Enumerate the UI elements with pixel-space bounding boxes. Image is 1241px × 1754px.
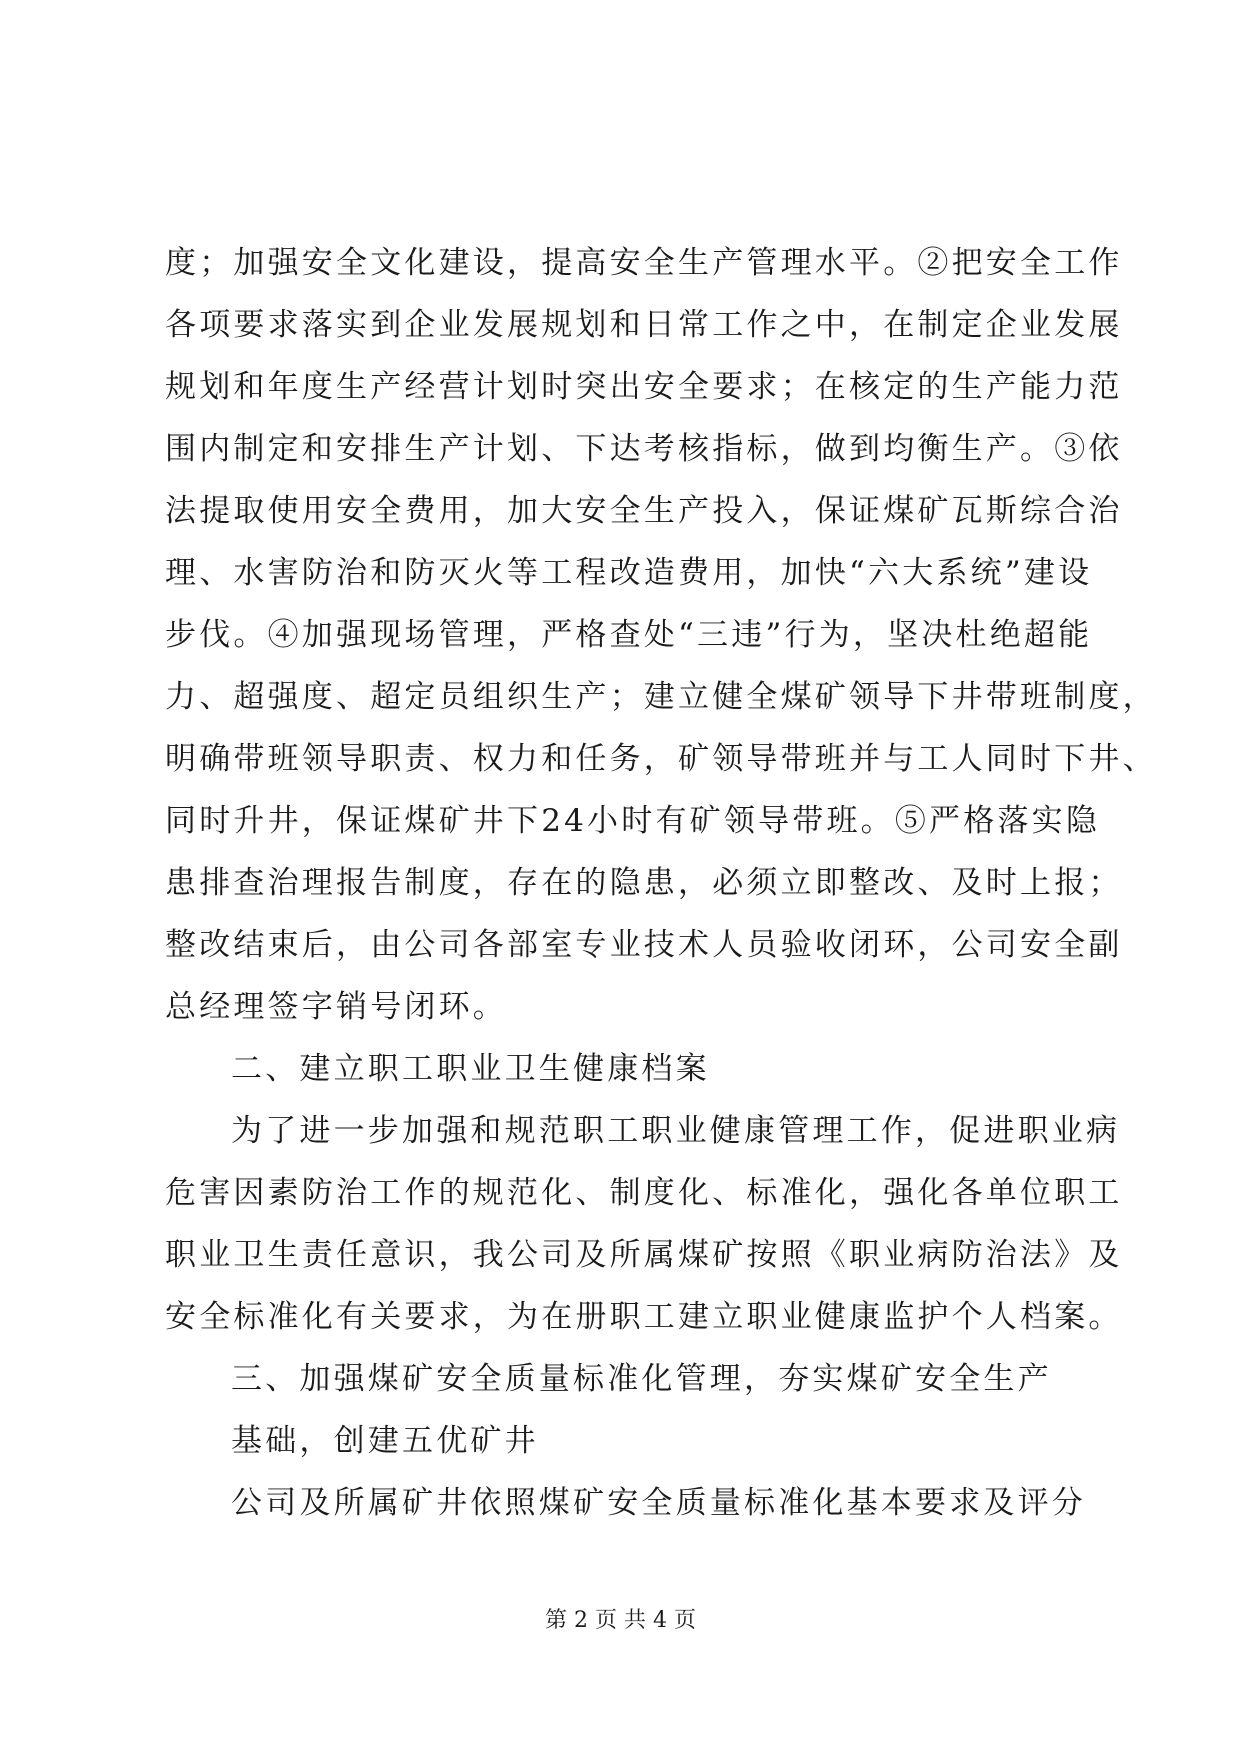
text-line: 患排查治理报告制度，存在的隐患，必须立即整改、及时上报； <box>165 865 1123 901</box>
text-line: 职业卫生责任意识，我公司及所属煤矿按照《职业病防治法》及 <box>165 1237 1123 1273</box>
text-line: 同时升井，保证煤矿井下24小时有矿领导带班。⑤严格落实隐 <box>165 803 1101 839</box>
section-heading-2: 二、建立职工职业卫生健康档案 <box>231 1051 710 1087</box>
text-line: 危害因素防治工作的规范化、制度化、标准化，强化各单位职工 <box>165 1175 1123 1211</box>
paragraph-1 <box>165 232 1157 1038</box>
paragraph-3 <box>165 1472 1085 1534</box>
heading-line: 基础，创建五优矿井 <box>231 1423 539 1459</box>
text-line: 度；加强安全文化建设，提高安全生产管理水平。②把安全工作 <box>165 245 1123 281</box>
text-line: 安全标准化有关要求，为在册职工建立职业健康监护个人档案。 <box>165 1299 1123 1335</box>
page-footer: 第 2 页 共 4 页 <box>545 1608 696 1633</box>
paragraph-2 <box>165 1100 1123 1348</box>
text-line: 整改结束后，由公司各部室专业技术人员验收闭环，公司安全副 <box>165 927 1123 963</box>
text-line: 总经理签字销号闭环。 <box>165 989 507 1025</box>
heading-line: 三、加强煤矿安全质量标准化管理，夯实煤矿安全生产 <box>231 1361 1052 1397</box>
text-line: 力、超强度、超定员组织生产；建立健全煤矿领导下井带班制度， <box>165 679 1157 715</box>
text-line: 规划和年度生产经营计划时突出安全要求；在核定的生产能力范 <box>165 369 1123 405</box>
text-line: 法提取使用安全费用，加大安全生产投入，保证煤矿瓦斯综合治 <box>165 493 1123 529</box>
text-line: 为了进一步加强和规范职工职业健康管理工作，促进职业病 <box>231 1113 1121 1149</box>
text-line: 各项要求落实到企业发展规划和日常工作之中，在制定企业发展 <box>165 307 1123 343</box>
text-line: 明确带班领导职责、权力和任务，矿领导带班并与工人同时下井、 <box>165 741 1157 777</box>
text-line: 步伐。④加强现场管理，严格查处“三违”行为，坚决杜绝超能 <box>165 617 1093 653</box>
text-line: 理、水害防治和防灭火等工程改造费用，加快“六大系统”建设 <box>165 555 1093 591</box>
text-line: 公司及所属矿井依照煤矿安全质量标准化基本要求及评分 <box>231 1485 1086 1521</box>
section-heading-3 <box>165 1348 1085 1472</box>
document-body <box>165 232 1157 1534</box>
text-line: 围内制定和安排生产计划、下达考核指标，做到均衡生产。③依 <box>165 431 1123 467</box>
